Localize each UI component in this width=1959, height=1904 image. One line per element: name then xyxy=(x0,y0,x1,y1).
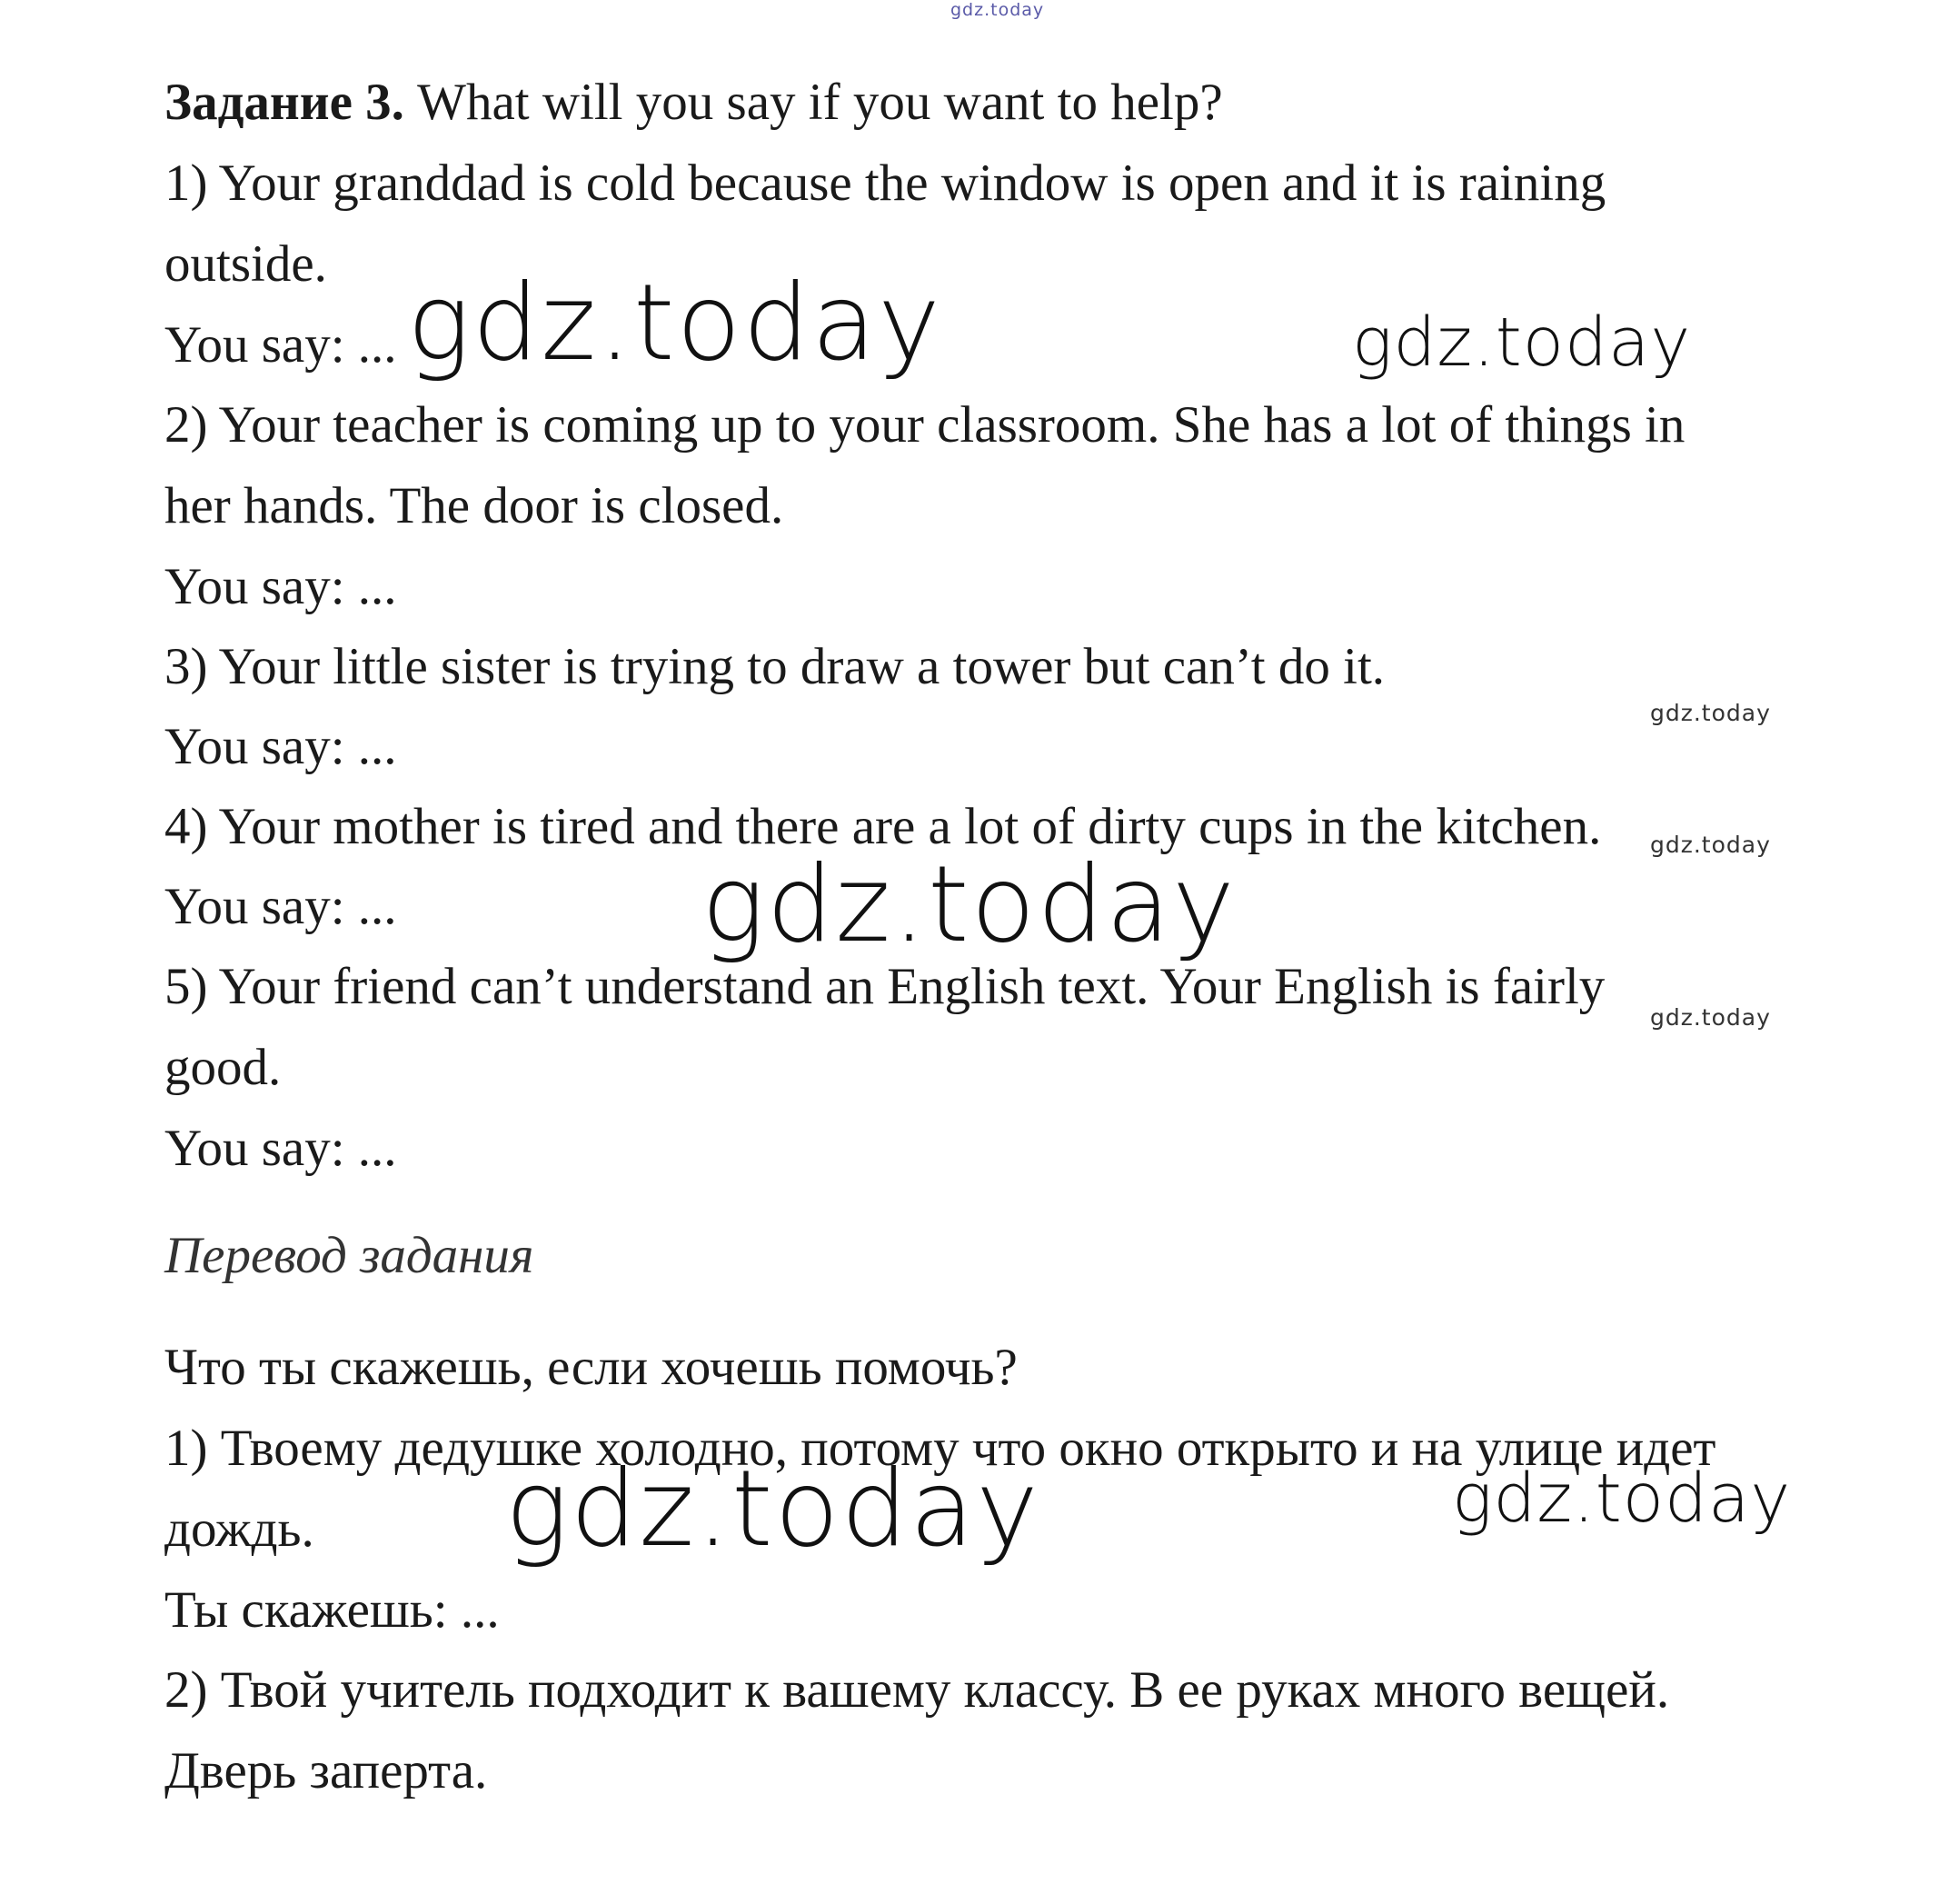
item-3-answer: You say: ... xyxy=(164,718,397,775)
translation-item-2-line1: 2) Твой учитель подходит к вашему классу. В ее руках много вещей. xyxy=(164,1661,1670,1719)
item-4-answer: You say: ... xyxy=(164,878,397,935)
task-heading xyxy=(164,74,1223,131)
translation-item-1-line1: 1) Твоему дедушке холодно, потому что окно открыто и на улице идет xyxy=(164,1420,1716,1477)
item-1-line2: outside. xyxy=(164,235,327,293)
watermark-large-1: gdz.today xyxy=(407,262,942,384)
watermark-large-2: gdz.today xyxy=(701,843,1237,966)
item-2-line2: her hands. The door is closed. xyxy=(164,477,784,534)
item-2-line1: 2) Your teacher is coming up to your classroom. She has a lot of things in xyxy=(164,396,1686,454)
item-4-line1: 4) Your mother is tired and there are a lot of dirty cups in the kitchen. xyxy=(164,798,1602,855)
watermark-medium-1: gdz.today xyxy=(1352,304,1692,382)
watermark-small-2: gdz.today xyxy=(1650,832,1771,858)
translation-item-1-answer: Ты скажешь: ... xyxy=(164,1581,500,1639)
watermark-small-3: gdz.today xyxy=(1650,1004,1771,1031)
task-question: What will you say if you want to help? xyxy=(417,74,1223,131)
translation-item-2-line2: Дверь заперта. xyxy=(164,1742,488,1799)
watermark-top: gdz.today xyxy=(950,0,1045,20)
watermark-medium-2: gdz.today xyxy=(1452,1460,1792,1538)
item-3-line1: 3) Your little sister is trying to draw a tower but can’t do it. xyxy=(164,638,1386,695)
item-5-line1: 5) Your friend can’t understand an English text. Your English is fairly xyxy=(164,958,1606,1015)
watermark-small-1: gdz.today xyxy=(1650,700,1771,726)
item-5-answer: You say: ... xyxy=(164,1120,397,1177)
watermark-large-3: gdz.today xyxy=(505,1448,1040,1570)
translation-heading: Перевод задания xyxy=(164,1227,534,1284)
item-5-line2: good. xyxy=(164,1039,282,1096)
translation-question: Что ты скажешь, если хочешь помочь? xyxy=(164,1339,1018,1396)
item-2-answer: You say: ... xyxy=(164,558,397,615)
task-label: Задание 3. xyxy=(164,74,404,131)
item-1-line1: 1) Your granddad is cold because the window is open and it is raining xyxy=(164,155,1606,212)
item-1-answer: You say: ... xyxy=(164,316,397,374)
translation-item-1-line2: дождь. xyxy=(164,1500,314,1558)
